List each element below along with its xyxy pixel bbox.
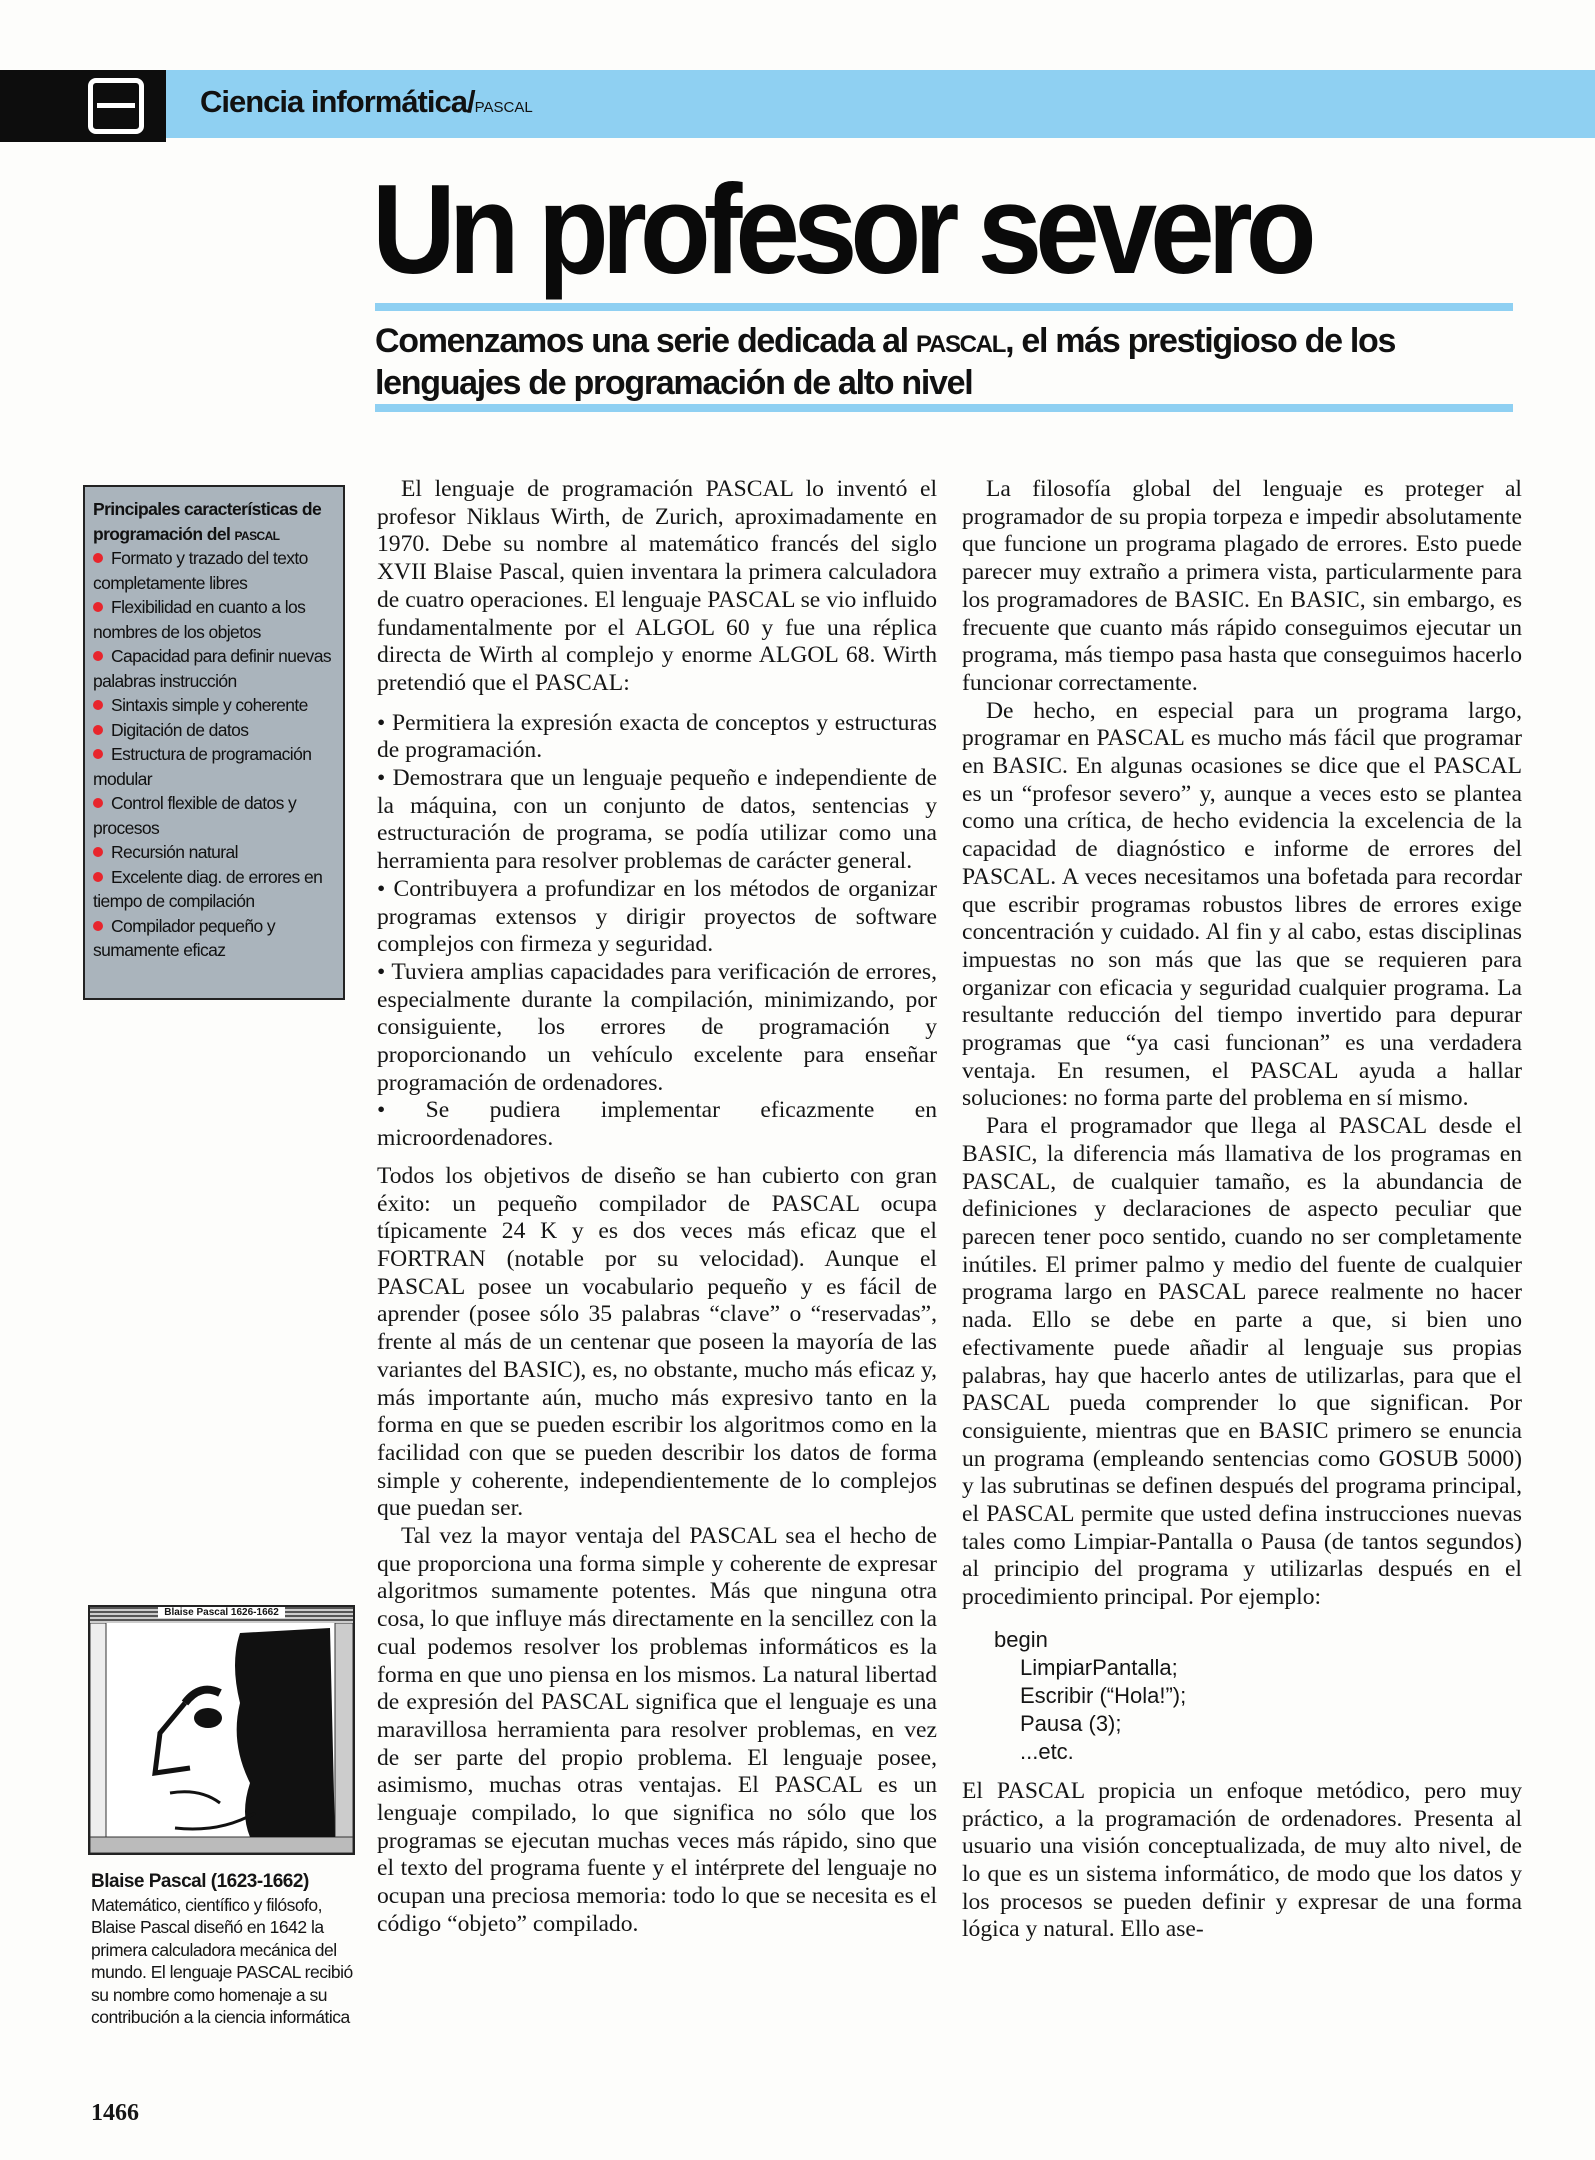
- goals-list: [377, 710, 937, 1153]
- feature-item: Sintaxis simple y coherente: [93, 693, 335, 718]
- code-line: ...etc.: [1020, 1738, 1074, 1764]
- column-2: [962, 476, 1522, 1944]
- bullet-icon: [93, 725, 103, 735]
- caption-text: Matemático, científico y filósofo, Blaise Pascal diseñó en 1642 la primera calculadora mecánica del mundo. El lenguaje PASCAL recibió su nombre como homenaje a su contribución a la ciencia informática: [91, 1894, 353, 2027]
- paragraph: Para el programador que llega al PASCAL desde el BASIC, la diferencia más llamativa de los programas en PASCAL, de cualquier tamaño, es la abundancia de definiciones y declaraciones de aspecto peculiar que parecen tener poco sentido, cuando no ser completamente inútiles. El primer palmo y medio del fuente de cualquier programa largo en PASCAL parece realmente no hacer nada. Ello se debe en parte a que, si bien uno efectivamente puede añadir al lenguaje sus propias palabras, hay que hacerlo antes de utilizarlas, para que el PASCAL pueda comprender lo que significan. Por consiguiente, mientras que en BASIC primero se enuncia un programa (empleando sentencias como GOSUB 5000) y las subrutinas se definen después del programa principal, el PASCAL permite que usted defina instrucciones nuevas tales como Limpiar-Pantalla o Pausa (de tantos segundos) al principio del programa y utilizarlas después en el procedimiento principal. Por ejemplo:: [962, 1113, 1522, 1611]
- code-line: Escribir (“Hola!”);: [1020, 1682, 1187, 1708]
- code-example: [994, 1626, 1522, 1766]
- goal-item: • Se pudiera implementar eficazmente en microordenadores.: [377, 1097, 937, 1152]
- caption-title: Blaise Pascal (1623-1662): [91, 1871, 309, 1892]
- paragraph: Tal vez la mayor ventaja del PASCAL sea el hecho de que proporciona una forma simple y coherente de expresar algoritmos sumamente potentes. Más que ninguna otra cosa, lo que influye más directamente en la sencillez con la cual podemos resolver los problemas informáticos es la forma en que uno piensa en los mismos. La natural libertad de expresión del PASCAL significa que el lenguaje es una maravillosa herramienta para resolver problemas, en vez de ser parte del propio problema. El lenguaje posee, asimismo, muchas otras ventajas. El PASCAL es un lenguaje compilado, lo que significa no sólo que los programas se ejecutan muchas veces más rápido, sino que el texto del programa fuente y el intérprete del lenguaje no ocupan una preciosa memoria: todo lo que se necesita es el código “objeto” compilado.: [377, 1523, 937, 1937]
- pascal-portrait-image: [88, 1605, 355, 1855]
- feature-item: Compilador pequeño y sumamente eficaz: [93, 915, 276, 960]
- rule-top: [375, 303, 1513, 311]
- bullet-icon: [93, 749, 103, 759]
- bullet-icon: [93, 553, 103, 563]
- paragraph: El PASCAL propicia un enfoque metódico, pero muy práctico, a la programación de ordenadores. Presenta al usuario una visión conceptualizada, de muy alto nivel, de lo que es un sistema informático, de modo que los datos y los procesos se pueden definir y expresar de una forma lógica y natural. Ello ase-: [962, 1777, 1522, 1943]
- bullet-icon: [93, 847, 103, 857]
- subsection-name: pascal: [474, 92, 533, 117]
- paragraph: De hecho, en especial para un programa largo, programar en PASCAL es mucho más fácil que programar en BASIC. En algunas ocasiones se dice que el PASCAL es un “profesor severo” y, aunque a veces esto se plantea como una crítica, de hecho evidencia la excelencia de la capacidad de diagnóstico e informe de errores del PASCAL. A veces necesitamos una bofetada para recordar que escribir programas robustos libres de errores exige concentración y cuidado. Al fin y al cabo, estas disciplinas impuestas no son más que las que se requieren para organizar con eficacia y seguridad cualquier programa. La resultante reducción del tiempo invertido para depurar programas que “ya casi funcionan” es una verdadera ventaja. En resumen, el PASCAL ayuda a hallar soluciones: no forma parte del problema en sí mismo.: [962, 697, 1522, 1112]
- feature-item: Recursión natural: [93, 840, 335, 865]
- image-window-titlebar: Blaise Pascal 1626-1662: [90, 1607, 353, 1623]
- features-box: [83, 485, 345, 1000]
- code-line: begin: [994, 1626, 1048, 1652]
- bullet-icon: [93, 602, 103, 612]
- feature-item: Estructura de programación modular: [93, 744, 312, 789]
- bullet-icon: [93, 651, 103, 661]
- section-name: Ciencia informática: [200, 84, 467, 119]
- goal-item: • Contribuyera a profundizar en los métodos de organizar programas extensos y dirigir proyectos de software complejos con firmeza y seguridad.: [377, 875, 937, 958]
- page-number: 1466: [91, 2100, 139, 2126]
- feature-item: Digitación de datos: [93, 718, 335, 743]
- goal-item: • Tuviera amplias capacidades para verificación de errores, especialmente durante la compilación, minimizando, por consiguiente, los errores de programación y proporcionando un vehículo excelente para enseñar programación de ordenadores.: [377, 958, 937, 1096]
- paragraph: La filosofía global del lenguaje es proteger al programador de su propia torpeza e impedir absolutamente que funcione un programa plagado de errores. Esto puede parecer muy extraño a primera vista, particularmente para los programadores de BASIC. En BASIC, sin embargo, es frecuente que cuanto más rápido conseguimos ejecutar un programa, más tiempo pasa hasta que conseguimos hacerlo funcionar correctamente.: [962, 476, 1522, 696]
- feature-item: Capacidad para definir nuevas palabras instrucción: [93, 646, 331, 691]
- feature-item: Excelente diag. de errores en tiempo de compilación: [93, 866, 323, 911]
- features-heading: Principales características de programación del pascal: [93, 499, 322, 544]
- section-header: Ciencia informática/pascal: [200, 84, 533, 119]
- bullet-icon: [93, 921, 103, 931]
- bullet-icon: [93, 798, 103, 808]
- bullet-icon: [93, 700, 103, 710]
- portrait-drawing: [90, 1623, 353, 1853]
- subtitle: Comenzamos una serie dedicada al pascal, el más prestigioso de los lenguajes de programación de alto nivel: [375, 322, 1396, 402]
- feature-item: Control flexible de datos y procesos: [93, 793, 297, 838]
- feature-item: Formato y trazado del texto completamente libres: [93, 548, 308, 593]
- goal-item: • Permitiera la expresión exacta de conceptos y estructuras de programación.: [377, 709, 937, 764]
- rule-bottom: [375, 404, 1513, 412]
- image-caption: [91, 1870, 361, 2029]
- feature-item: Flexibilidad en cuanto a los nombres de los objetos: [93, 597, 306, 642]
- code-line: LimpiarPantalla;: [1020, 1654, 1178, 1680]
- features-list: [93, 546, 335, 963]
- page-title: Un profesor severo: [372, 157, 1310, 301]
- section-computer-icon: [88, 78, 144, 134]
- code-line: Pausa (3);: [1020, 1710, 1122, 1736]
- paragraph: Todos los objetivos de diseño se han cubierto con gran éxito: un pequeño compilador de PASCAL ocupa típicamente 24 K y es dos veces más eficaz que el FORTRAN (notable por su velocidad). Aunque el PASCAL posee un vocabulario pequeño y es fácil de aprender (posee sólo 35 palabras “clave” o “reservadas”, frente al más de un centenar que poseen la mayoría de las variantes del BASIC), es, no obstante, mucho más eficaz y, más importante aún, mucho más expresivo tanto en la forma en que se pueden escribir los algoritmos como en la facilidad con que se pueden describir los datos de forma simple y coherente, independientemente de lo complejos que puedan ser.: [377, 1162, 937, 1522]
- goal-item: • Demostrara que un lenguaje pequeño e independiente de la máquina, con un conjunto de datos, sentencias y estructuración de programa, se podía utilizar como una herramienta para resolver problemas de carácter general.: [377, 765, 937, 875]
- column-1: [377, 476, 937, 1939]
- paragraph: El lenguaje de programación PASCAL lo inventó el profesor Niklaus Wirth, de Zurich, aproximadamente en 1970. Debe su nombre al matemático francés del siglo XVII Blaise Pascal, quien inventara la primera calculadora de cuatro operaciones. El lenguaje PASCAL se vio influido fundamentalmente por el ALGOL 60 y fue una réplica directa de Wirth al complejo y enorme ALGOL 68. Wirth pretendió que el PASCAL:: [377, 476, 937, 696]
- bullet-icon: [93, 872, 103, 882]
